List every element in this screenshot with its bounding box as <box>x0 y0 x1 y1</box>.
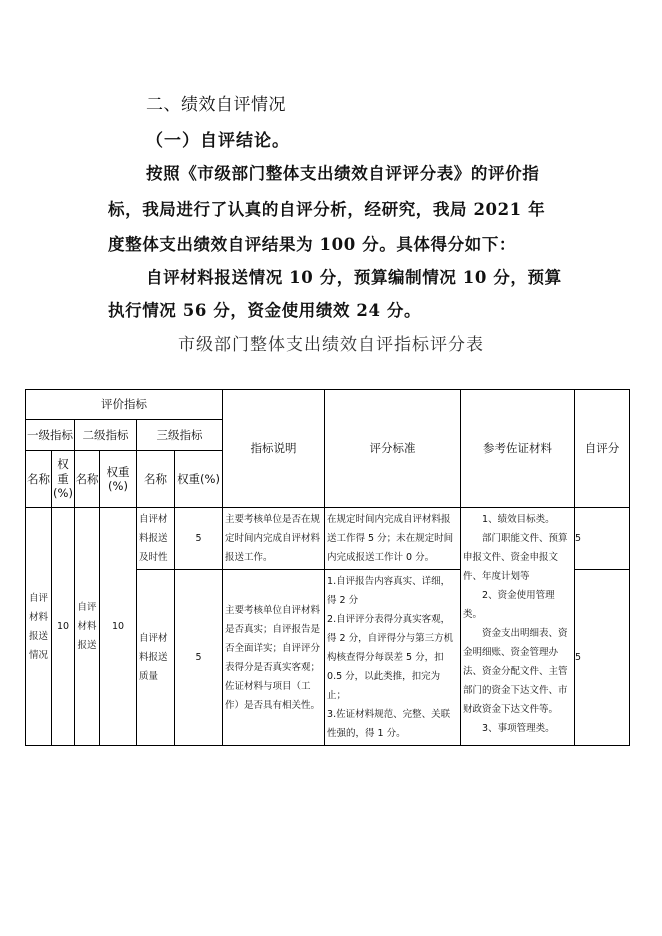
evidence-item: 1、绩效目标类。 <box>482 514 555 525</box>
section-heading: 二、绩效自评情况 <box>146 95 286 115</box>
table-caption: 市级部门整体支出绩效自评指标评分表 <box>178 335 484 355</box>
header-evidence: 参考佐证材料 <box>461 390 575 508</box>
l2-name: 自评材料报送 <box>75 508 100 746</box>
sub1-weight: 5 <box>175 508 223 570</box>
criteria-item: 1.自评报告内容真实、详细，得 2 分 <box>327 576 451 606</box>
paragraph2-line1: 自评材料报送情况 10 分，预算编制情况 10 分，预算 <box>146 268 562 287</box>
sub2-weight: 5 <box>175 570 223 746</box>
header-l1-weight: 权重(%) <box>52 451 75 508</box>
header-level2: 二级指标 <box>75 420 137 451</box>
evidence-item: 部门职能文件、预算申报文件、资金申报文件、年度计划等 <box>463 533 568 582</box>
header-self-score: 自评分 <box>575 390 630 508</box>
paragraph1-line2: 标，我局进行了认真的自评分析，经研究，我局 2021 年 <box>108 200 546 219</box>
sub2-name: 自评材料报送质量 <box>137 570 175 746</box>
header-l1-name: 名称 <box>26 451 52 508</box>
sub2-score: 5 <box>575 570 630 746</box>
criteria-item: 3.佐证材料规范、完整、关联性强的，得 1 分。 <box>327 709 451 739</box>
evidence-item: 资金支出明细表、资金明细账、资金管理办法、资金分配文件、主管部门的资金下达文件、市财政资金下达文件等。 <box>463 628 568 715</box>
l1-weight: 10 <box>52 508 75 746</box>
paragraph1-line3: 度整体支出绩效自评结果为 100 分。具体得分如下： <box>108 235 517 254</box>
header-level1: 一级指标 <box>26 420 75 451</box>
criteria-item: 2.自评评分表得分真实客观，得 2 分，自评得分与第三方机构核查得分每误差 5 分，扣 0.5 分，以此类推，扣完为止； <box>327 614 454 701</box>
evidence-list <box>461 508 575 746</box>
header-l3-name: 名称 <box>137 451 175 508</box>
paragraph2-line2: 执行情况 56 分，资金使用绩效 24 分。 <box>108 301 422 320</box>
sub2-desc: 主要考核单位自评材料是否真实；自评报告是否全面详实；自评评分表得分是否真实客观；佐证材料与项目（工作）是否具有相关性。 <box>223 570 325 746</box>
header-l2-weight: 权重(%) <box>100 451 137 508</box>
evidence-item: 3、事项管理类。 <box>482 723 555 734</box>
sub1-desc: 主要考核单位是否在规定时间内完成自评材料报送工作。 <box>223 508 325 570</box>
evidence-item: 2、资金使用管理类。 <box>463 590 555 620</box>
header-l3-weight: 权重(%) <box>175 451 223 508</box>
sub2-criteria <box>325 570 461 746</box>
header-level3: 三级指标 <box>137 420 223 451</box>
sub1-name: 自评材料报送及时性 <box>137 508 175 570</box>
score-table <box>25 389 630 746</box>
sub1-score: 5 <box>575 508 630 570</box>
header-eval-indicator: 评价指标 <box>26 390 223 420</box>
l2-weight: 10 <box>100 508 137 746</box>
sub1-criteria: 在规定时间内完成自评材料报送工作得 5 分；未在规定时间内完成报送工作计 0 分。 <box>325 508 461 570</box>
paragraph1-line1: 按照《市级部门整体支出绩效自评评分表》的评价指 <box>146 164 540 183</box>
header-criteria: 评分标准 <box>325 390 461 508</box>
sub-heading: （一）自评结论。 <box>146 131 290 151</box>
header-l2-name: 名称 <box>75 451 100 508</box>
l1-name: 自评材料报送情况 <box>26 508 52 746</box>
header-indicator-desc: 指标说明 <box>223 390 325 508</box>
